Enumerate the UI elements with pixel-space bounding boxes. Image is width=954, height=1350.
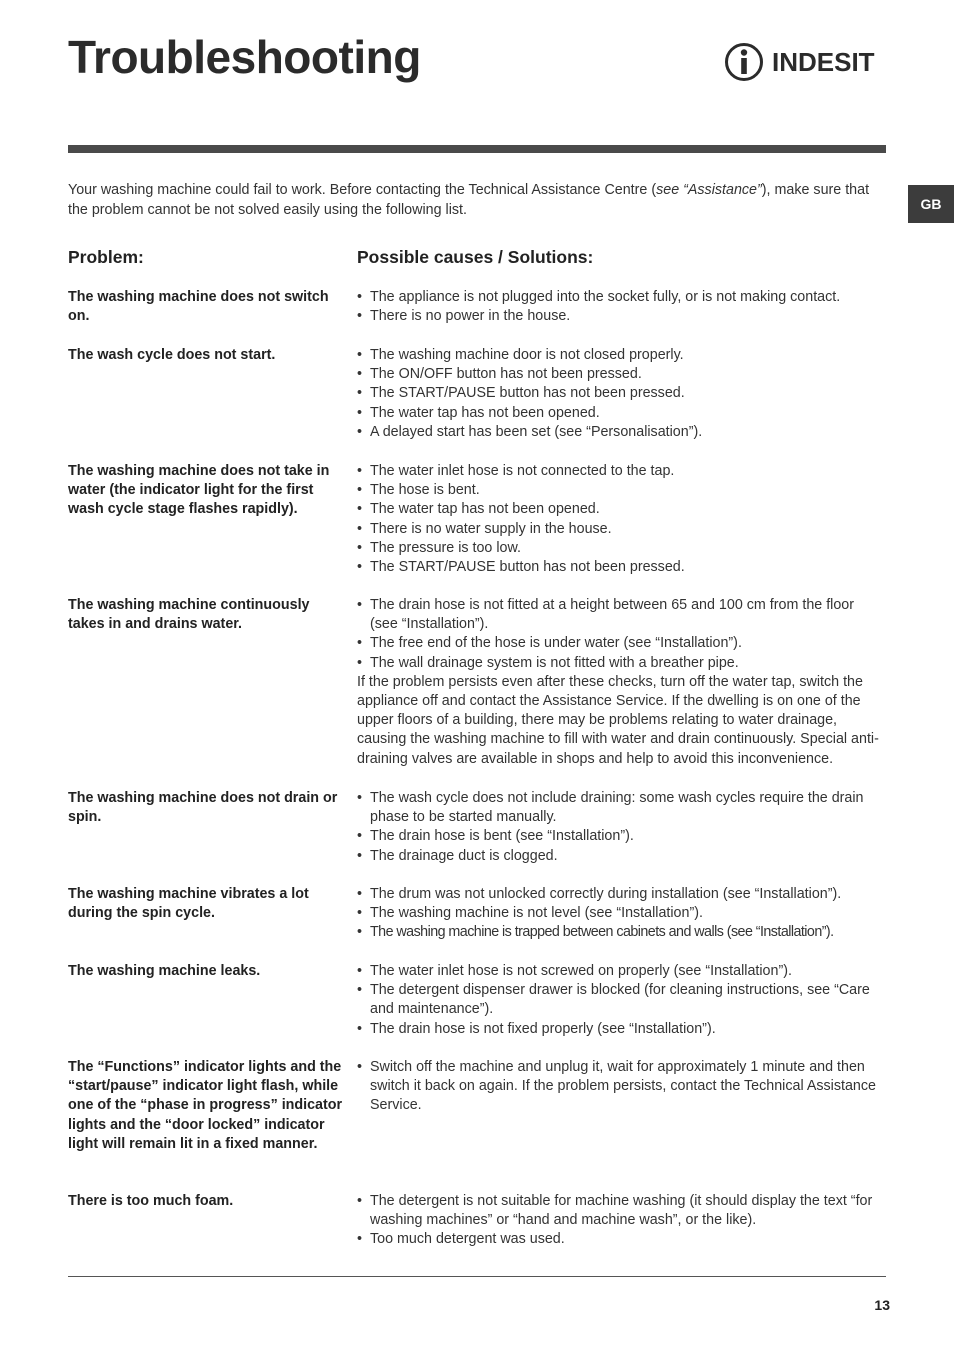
page-number: 13	[874, 1297, 890, 1313]
brand-logo	[724, 40, 886, 84]
problem-text: The wash cycle does not start.	[68, 347, 276, 363]
solution-item: • The water tap has not been opened.	[357, 404, 885, 423]
solution-item: • The wall drainage system is not fitted with a breather pipe.	[357, 654, 885, 673]
problem-text: The washing machine leaks.	[68, 963, 261, 979]
solution-block	[357, 962, 885, 1039]
brand-emblem-icon	[724, 42, 764, 82]
problem-column-heading: Problem:	[68, 247, 144, 267]
solution-item: • The drain hose is bent (see “Installation”).	[357, 827, 885, 846]
solutions-column-heading: Possible causes / Solutions:	[357, 247, 594, 267]
solution-item: • The ON/OFF button has not been pressed.	[357, 365, 885, 384]
solution-item: • There is no power in the house.	[357, 307, 885, 326]
solution-item: • The water tap has not been opened.	[357, 500, 885, 519]
solution-item: • A delayed start has been set (see “Personalisation”).	[357, 423, 885, 442]
problem-text: The washing machine continuously takes in and drains water.	[68, 597, 310, 633]
solution-item: • The wash cycle does not include draining: some wash cycles require the drain phase to be started manually.	[357, 789, 885, 827]
solution-item: • There is no water supply in the house.	[357, 520, 885, 539]
solution-block	[357, 885, 885, 943]
solution-list	[357, 346, 885, 442]
solution-list	[357, 288, 885, 326]
intro-text-end: ), make sure that the problem cannot be not solved easily using the following list.	[68, 182, 870, 218]
solution-item: • The pressure is too low.	[357, 539, 885, 558]
solution-item: • The hose is bent.	[357, 481, 885, 500]
solution-item: • The water inlet hose is not connected to the tap.	[357, 462, 885, 481]
solution-item: • The detergent is not suitable for machine washing (it should display the text “for washing machines” or “hand and machine wash”, or the like).	[357, 1192, 885, 1230]
solution-item: • The water inlet hose is not screwed on properly (see “Installation”).	[357, 962, 885, 981]
solution-list	[357, 789, 885, 866]
problem-text: The washing machine does not switch on.	[68, 289, 329, 325]
page-title: Troubleshooting	[68, 31, 421, 83]
solution-block	[357, 596, 885, 769]
brand-name: INDESIT	[772, 46, 875, 77]
solution-item: • The drain hose is not fitted at a height between 65 and 100 cm from the floor (see “Installation”).	[357, 596, 885, 634]
solution-item: • The START/PAUSE button has not been pressed.	[357, 384, 885, 403]
solution-list	[357, 1058, 885, 1116]
footer-rule	[68, 1276, 886, 1277]
solution-item: • The washing machine is trapped between cabinets and walls (see “Installation”).	[357, 923, 885, 942]
solution-item: • The drain hose is not fixed properly (see “Installation”).	[357, 1020, 885, 1039]
solution-item: • Switch off the machine and unplug it, wait for approximately 1 minute and then switch it back on again. If the problem persists, contact the Technical Assistance Service.	[357, 1058, 885, 1116]
intro-reference: see “Assistance”	[656, 182, 762, 198]
problem-text: There is too much foam.	[68, 1193, 234, 1209]
solution-list	[357, 596, 885, 673]
problem-text: The “Functions” indicator lights and the “start/pause” indicator light flash, while one of the “phase in progress” indicator lights and the “door locked” indicator light will remain lit in a fixed manner.	[68, 1059, 343, 1152]
solution-block	[357, 346, 885, 442]
problem-text: The washing machine does not drain or spin.	[68, 790, 338, 826]
header-rule	[68, 145, 886, 153]
solution-block	[357, 789, 885, 866]
solution-item: • Too much detergent was used.	[357, 1230, 885, 1249]
solution-item: • The drainage duct is clogged.	[357, 847, 885, 866]
solution-item: • The free end of the hose is under water (see “Installation”).	[357, 634, 885, 653]
intro-text: Your washing machine could fail to work. Before contacting the Technical Assistance Centre (	[68, 182, 657, 198]
solution-item: • The washing machine is not level (see “Installation”).	[357, 904, 885, 923]
solution-list	[357, 462, 885, 577]
solution-item: • The washing machine door is not closed properly.	[357, 346, 885, 365]
intro-paragraph	[68, 180, 880, 220]
solution-block	[357, 1058, 885, 1116]
solution-block	[357, 1192, 885, 1250]
solution-item: • The appliance is not plugged into the socket fully, or is not making contact.	[357, 288, 885, 307]
solution-list	[357, 1192, 885, 1250]
problem-text: The washing machine does not take in water (the indicator light for the first wash cycle stage flashes rapidly).	[68, 463, 330, 518]
solution-item: • The detergent dispenser drawer is blocked (for cleaning instructions, see “Care and maintenance”).	[357, 981, 885, 1019]
solution-item: • The START/PAUSE button has not been pressed.	[357, 558, 885, 577]
solution-block	[357, 462, 885, 577]
solution-list	[357, 885, 885, 943]
language-tab: GB	[908, 185, 954, 223]
solution-item: • The drum was not unlocked correctly during installation (see “Installation”).	[357, 885, 885, 904]
solution-list	[357, 962, 885, 1039]
problem-text: The washing machine vibrates a lot during the spin cycle.	[68, 886, 309, 922]
solution-block	[357, 288, 885, 326]
solution-note: If the problem persists even after these checks, turn off the water tap, switch the appliance off and contact the Assistance Service. If the dwelling is on one of the upper floors of a building, there may be problems relating to water drainage, causing the washing machine to fill with water and drain continuously. Special anti-draining valves are available in shops and help to avoid this inconvenience.	[357, 673, 879, 767]
